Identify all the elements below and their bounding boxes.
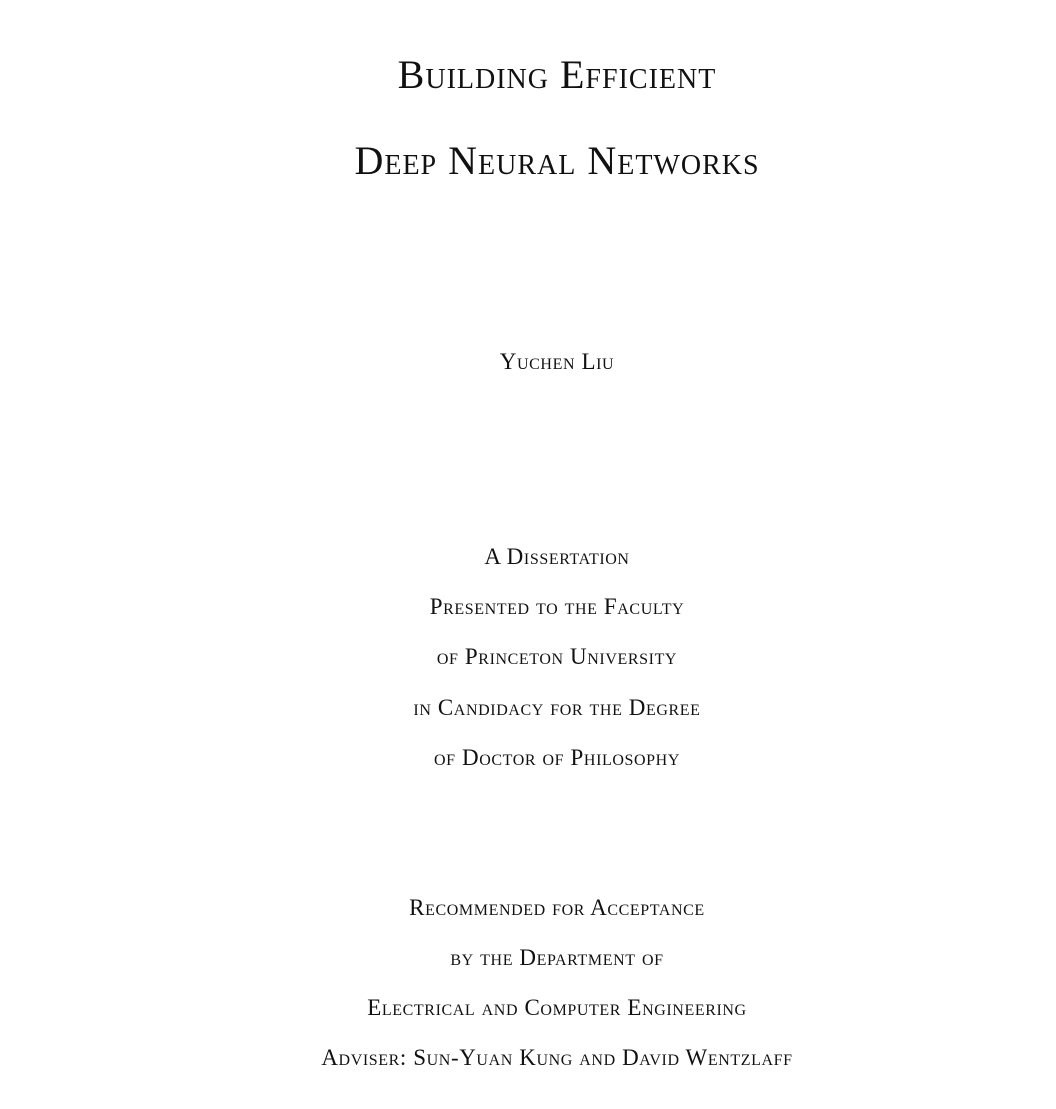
- recommendation-line-1: Recommended for Acceptance: [409, 895, 705, 920]
- dissertation-line-4: in Candidacy for the Degree: [413, 695, 701, 720]
- title-line-1: Building Efficient: [397, 52, 717, 97]
- dissertation-line-5: of Doctor of Philosophy: [434, 745, 680, 770]
- title-line-2: Deep Neural Networks: [354, 138, 760, 183]
- dissertation-line-1: A Dissertation: [484, 544, 630, 569]
- dissertation-line-2: Presented to the Faculty: [429, 594, 685, 619]
- author-name: Yuchen Liu: [499, 349, 615, 374]
- recommendation-line-3: Electrical and Computer Engineering: [367, 995, 747, 1020]
- dissertation-line-3: of Princeton University: [436, 644, 678, 669]
- adviser-line: Adviser: Sun-Yuan Kung and David Wentzlaff: [321, 1045, 793, 1070]
- recommendation-line-2: by the Department of: [450, 945, 664, 970]
